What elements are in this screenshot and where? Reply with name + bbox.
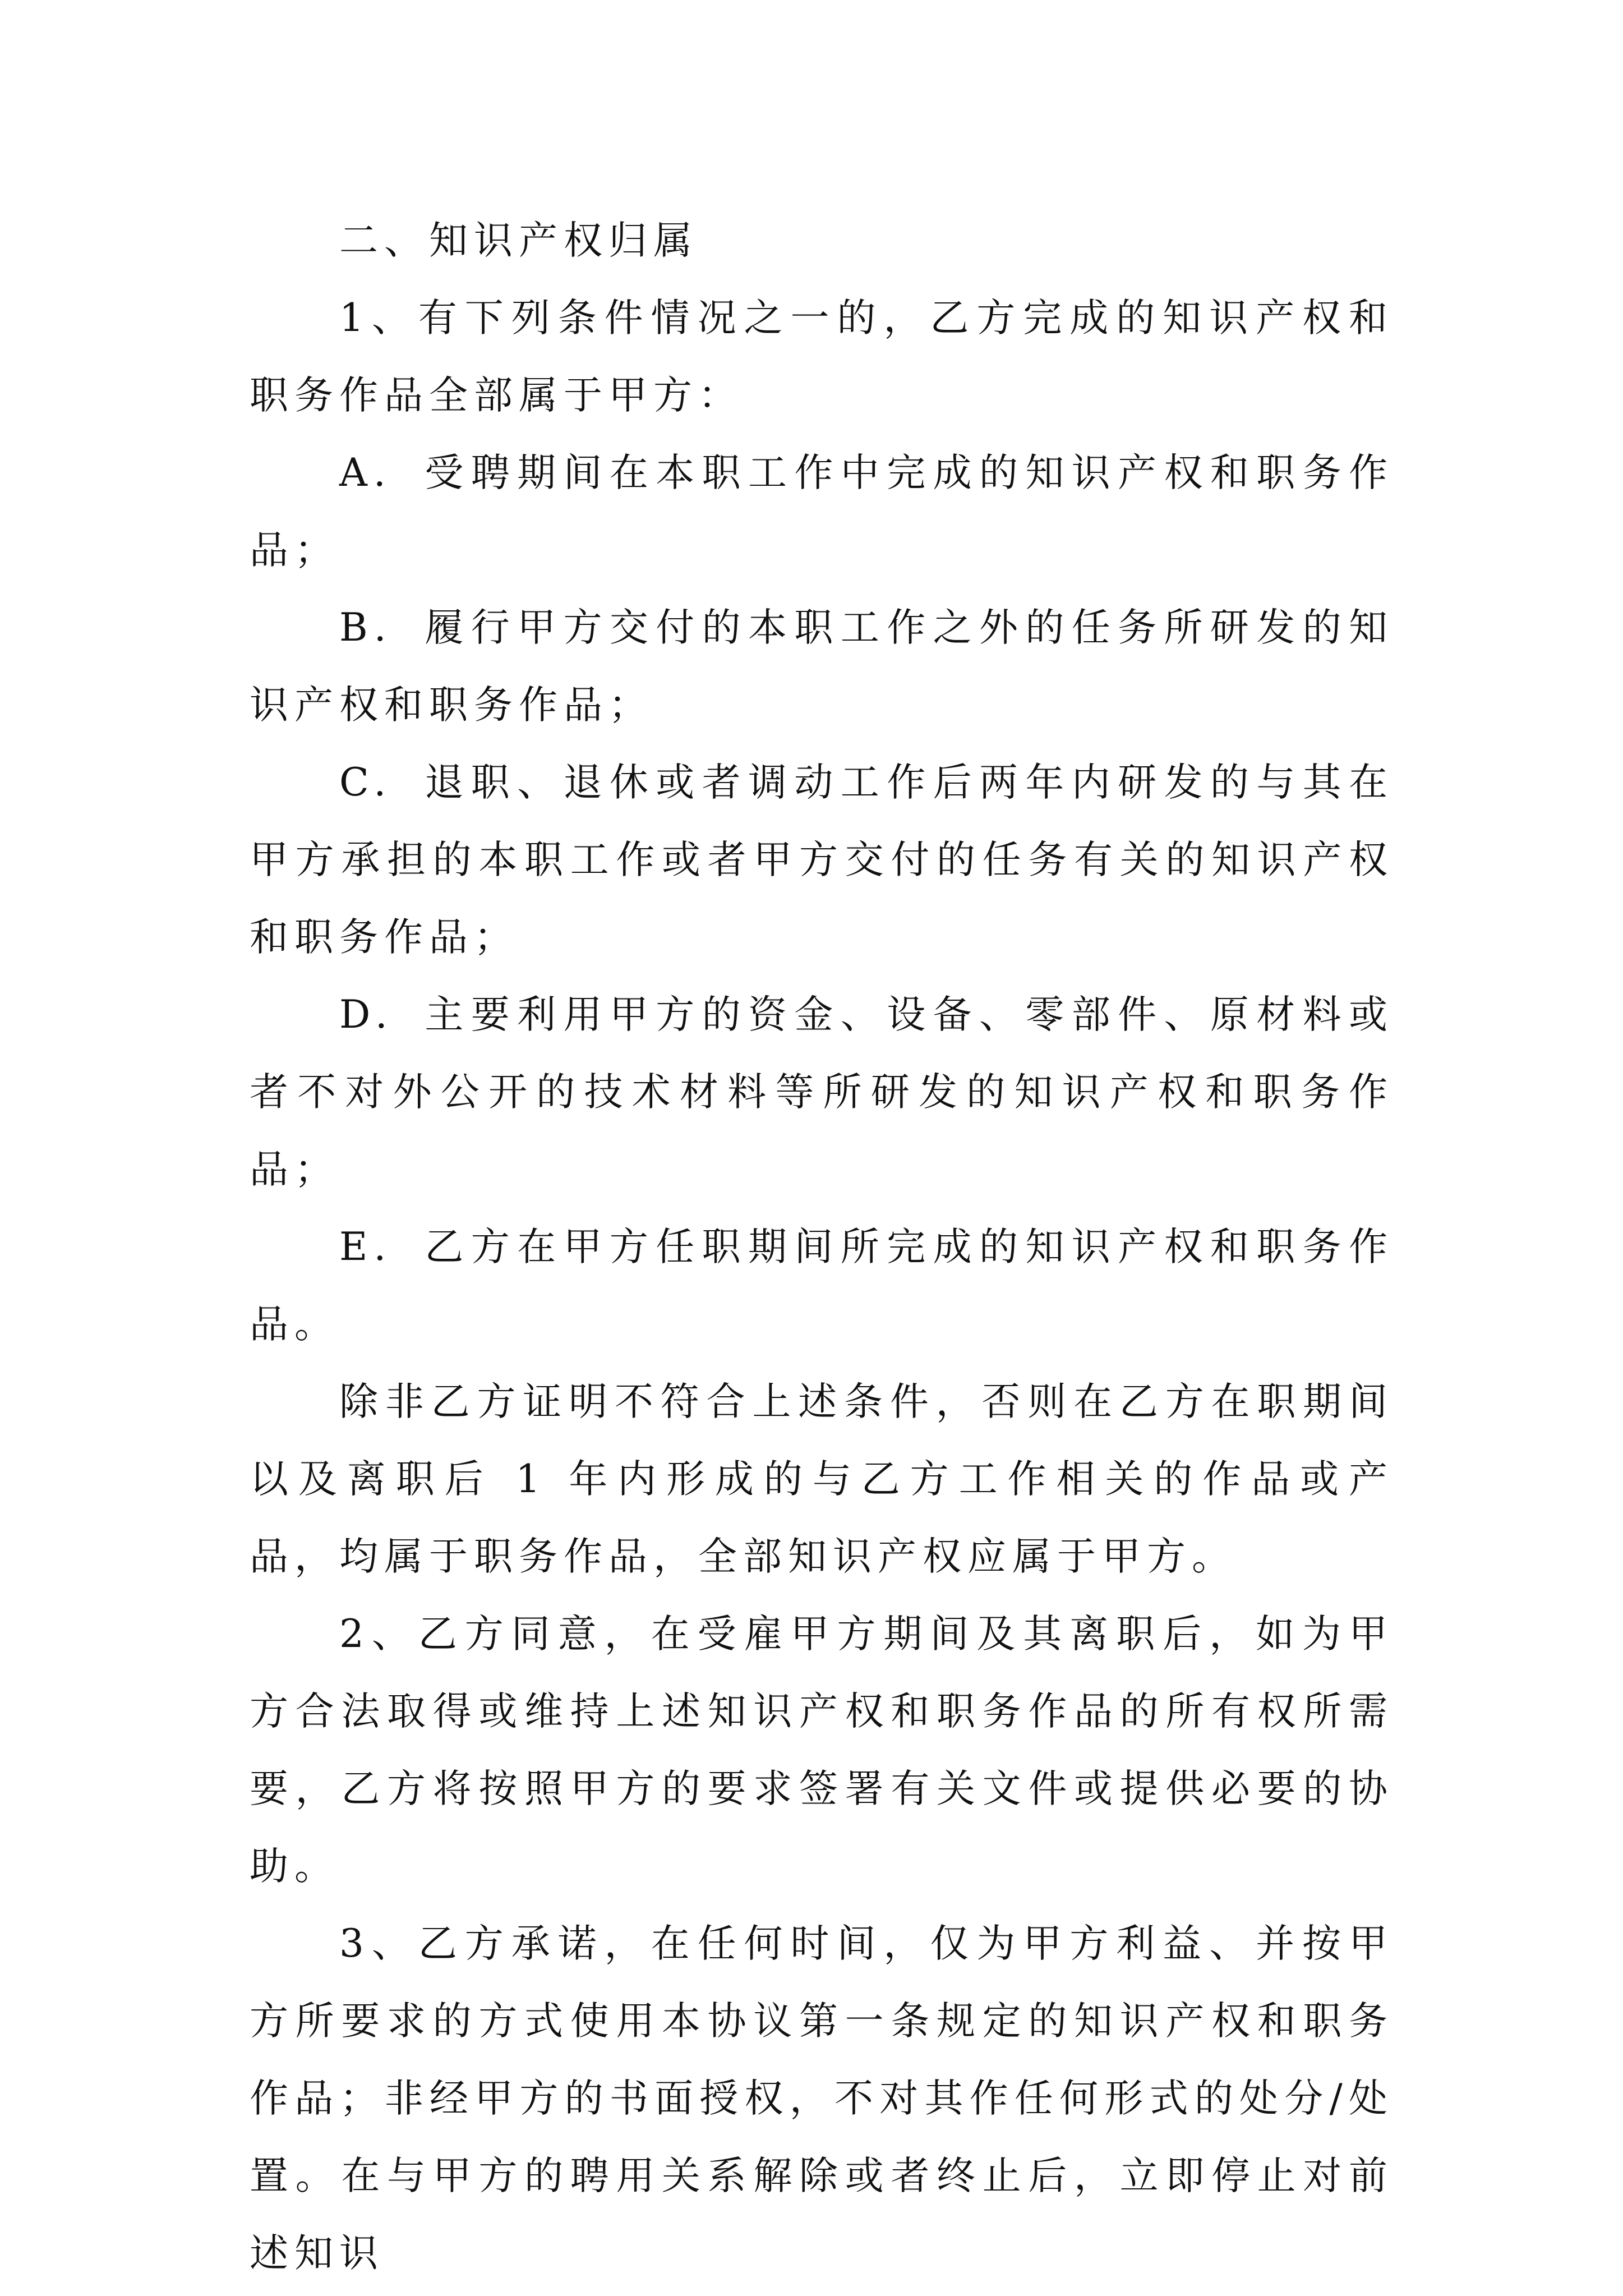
list-item-e	[250, 1208, 1394, 1363]
item-text: 履行甲方交付的本职工作之外的任务所研发的知识产权和职务作品；	[250, 605, 1394, 728]
item-text: 主要利用甲方的资金、设备、零部件、原材料或者不对外公开的技术材料等所研发的知识产权和职务作品；	[250, 992, 1394, 1192]
clause-2: 2、乙方同意，在受雇甲方期间及其离职后，如为甲方合法取得或维持上述知识产权和职务作品的所有权所需要，乙方将按照甲方的要求签署有关文件或提供必要的协助。	[250, 1612, 1394, 1889]
item-letter: C.	[339, 760, 393, 805]
clause-3: 3、乙方承诺，在任何时间，仅为甲方利益、并按甲方所要求的方式使用本协议第一条规定的知识产权和职务作品；非经甲方的书面授权，不对其作任何形式的处分/处置。在与甲方的聘用关系解除或者终止后，立即停止对前述知识	[250, 1921, 1394, 2276]
item-letter: A.	[339, 450, 392, 495]
list-item-a	[250, 434, 1394, 589]
list-item-d	[250, 976, 1394, 1208]
item-text: 受聘期间在本职工作中完成的知识产权和职务作品；	[250, 450, 1394, 573]
list-item-b	[250, 589, 1394, 744]
section-heading: 二、知识产权归属	[339, 218, 698, 263]
clause-1: 1、有下列条件情况之一的，乙方完成的知识产权和职务作品全部属于甲方：	[250, 296, 1394, 418]
item-letter: E.	[339, 1225, 393, 1269]
item-letter: B.	[339, 605, 393, 650]
item-letter: D.	[339, 992, 394, 1037]
item-text: 乙方在甲方任职期间所完成的知识产权和职务作品。	[250, 1225, 1394, 1347]
item-text: 退职、退休或者调动工作后两年内研发的与其在甲方承担的本职工作或者甲方交付的任务有关的知识产权和职务作品；	[250, 760, 1394, 960]
list-item-c	[250, 744, 1394, 976]
exception-paragraph: 除非乙方证明不符合上述条件，否则在乙方在职期间以及离职后 1 年内形成的与乙方工作相关的作品或产品，均属于职务作品，全部知识产权应属于甲方。	[250, 1379, 1394, 1579]
document-body	[250, 202, 1394, 2292]
